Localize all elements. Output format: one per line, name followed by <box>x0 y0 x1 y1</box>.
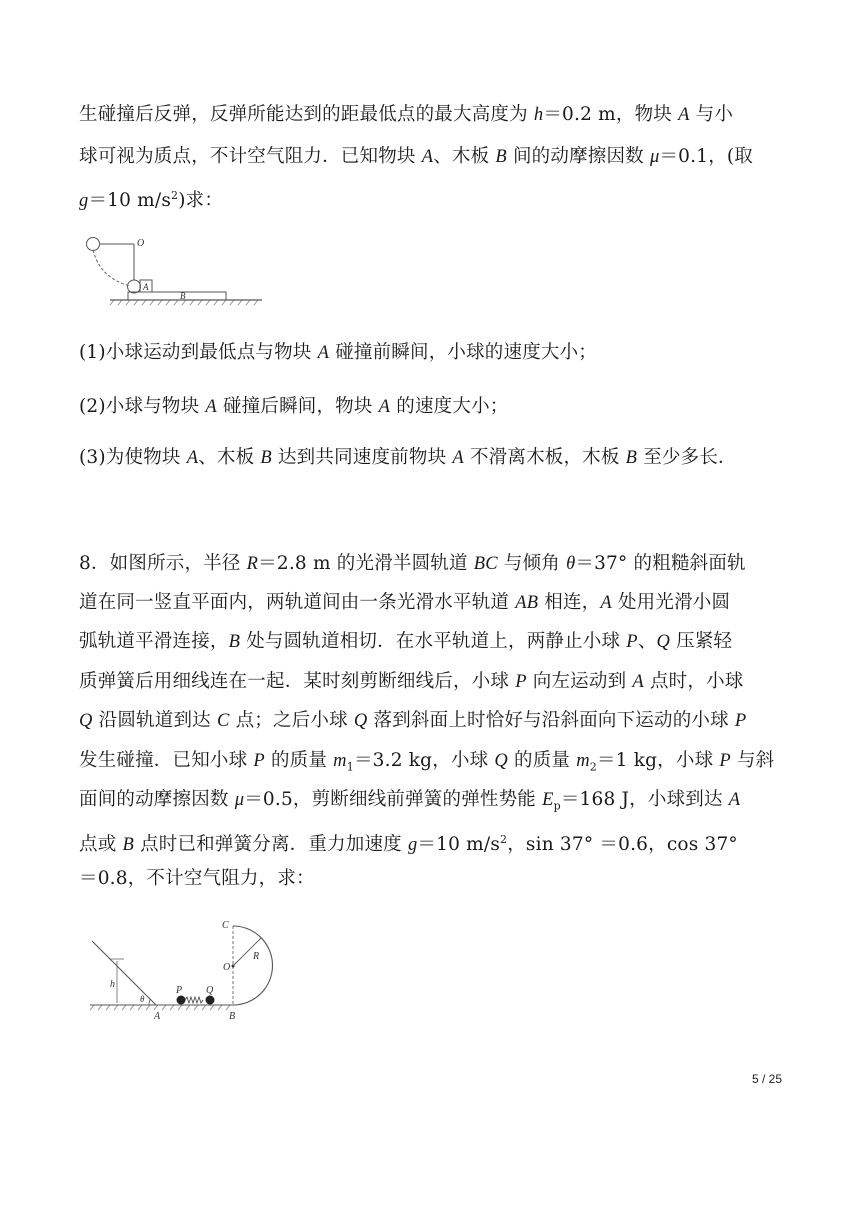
track-hatch <box>90 1005 230 1010</box>
spring <box>185 997 203 1003</box>
label-B: B <box>180 291 186 301</box>
board-B <box>128 292 226 300</box>
p8-text-line-2: 道在同一竖直平面内，两轨道间由一条光滑水平轨道 AB 相连，A 处用光滑小圆 <box>79 592 731 613</box>
ball-bottom <box>128 280 141 293</box>
label-R: R <box>253 951 260 962</box>
label-B: B <box>229 1011 236 1022</box>
center-O <box>232 965 235 968</box>
p8-text-line-9: ＝0.8，不计空气阻力，求： <box>79 868 315 889</box>
label-theta: θ <box>140 994 145 1004</box>
ball-P <box>177 996 186 1005</box>
p7-question-1: (1)小球运动到最低点与物块 A 碰撞前瞬间，小球的速度大小； <box>79 342 597 363</box>
page-number: 5 / 25 <box>752 1072 783 1086</box>
p7-text-line-3: g＝10 $m/s^2$)求： <box>79 189 224 212</box>
label-A: A <box>143 282 149 292</box>
label-h: h <box>110 979 115 990</box>
p7-question-3: (3)为使物块 A、木板 B 达到共同速度前物块 A 不滑离木板，木板 B 至少多长． <box>79 447 737 468</box>
p7-text-line-2: 球可视为质点，不计空气阻力．已知物块 A、木板 B 间的动摩擦因数 μ＝0.1，(取 <box>79 146 754 167</box>
ball-start <box>87 238 100 251</box>
p8-text-line-7: 面间的动摩擦因数 μ＝0.5，剪断细线前弹簧的弹性势能 $E_p=168$ J，小球到达 A <box>79 789 741 813</box>
p8-figure <box>86 916 296 1026</box>
p7-text-line-1: 生碰撞后反弹，反弹所能达到的距最低点的最大高度为 h＝0.2 m，物块 A 与小 <box>79 104 734 125</box>
label-O: O <box>223 962 231 973</box>
label-C: C <box>222 920 229 931</box>
p7-figure <box>80 228 270 308</box>
label-A: A <box>154 1011 161 1022</box>
label-P: P <box>176 985 183 996</box>
incline-surface <box>92 941 156 1005</box>
p8-text-line-4: 质弹簧后用细线连在一起．某时刻剪断细线后，小球 P 向左运动到 A 点时，小球 <box>79 671 744 692</box>
label-O: O <box>137 238 145 249</box>
p8-text-line-5: Q 沿圆轨道到达 C 点；之后小球 Q 落到斜面上时恰好与沿斜面向下运动的小球 P <box>79 710 747 731</box>
p8-text-line-3: 弧轨道平滑连接，B 处与圆轨道相切．在水平轨道上，两静止小球 P、Q 压紧轻 <box>79 631 733 652</box>
p8-text-line-6: 发生碰撞．已知小球 P 的质量 $m_1=3.2$ kg，小球 Q 的质量 $m_2=1$ kg，小球 P 与斜 <box>79 750 775 774</box>
p7-question-2: (2)小球与物块 A 碰撞后瞬间，物块 A 的速度大小； <box>79 396 509 417</box>
p8-text-line-1: 8．如图所示，半径 R＝2.8 m 的光滑半圆轨道 BC 与倾角 θ＝37° 的粗糙斜面轨 <box>79 553 746 574</box>
semicircle-track <box>233 926 273 1005</box>
swing-arc <box>93 250 130 286</box>
p8-text-line-8: 点或 B 点时已和弹簧分离．重力加速度 g＝10 $m/s^2$，sin 37° ＝0.6，cos 37° <box>79 833 738 856</box>
ball-Q <box>206 996 215 1005</box>
label-Q: Q <box>206 985 214 996</box>
